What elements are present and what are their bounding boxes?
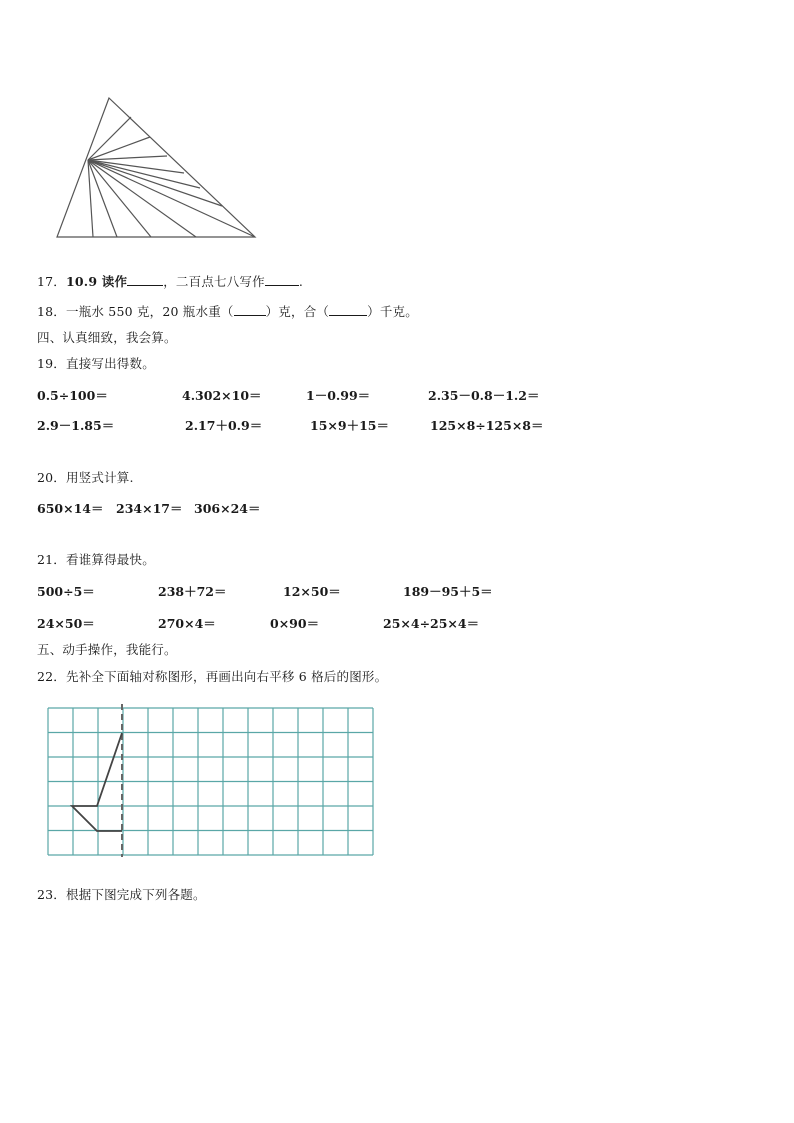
expression: 650×14＝ <box>37 501 104 516</box>
answer-blank[interactable] <box>234 303 266 316</box>
half-shape <box>72 733 122 831</box>
question-17: 17．10.9 读作 ，二百点七八写作 . <box>37 274 304 289</box>
expression: 15×9＋15＝ <box>310 418 389 433</box>
expression: 500÷5＝ <box>37 584 95 599</box>
expression: 234×17＝ <box>116 501 183 516</box>
question-18: 18．一瓶水 550 克，20 瓶水重（ ）克，合（ ）千克。 <box>37 304 418 319</box>
section-heading: 四、认真细致，我会算。 <box>37 330 177 345</box>
expression: 2.17＋0.9＝ <box>185 418 263 433</box>
answer-blank[interactable] <box>265 273 299 286</box>
expression: 2.35－0.8－1.2＝ <box>428 388 540 403</box>
expression: 189－95＋5＝ <box>403 584 493 599</box>
expression: 2.9－1.85＝ <box>37 418 115 433</box>
expression: 12×50＝ <box>283 584 341 599</box>
section-heading: 五、动手操作，我能行。 <box>37 642 177 657</box>
question-23-title: 23．根据下图完成下列各题。 <box>37 887 206 902</box>
expression: 0.5÷100＝ <box>37 388 108 403</box>
question-22-title: 22．先补全下面轴对称图形，再画出向右平移 6 格后的图形。 <box>37 669 388 684</box>
expression: 1－0.99＝ <box>306 388 371 403</box>
question-20-title: 20．用竖式计算. <box>37 470 134 485</box>
expression: 306×24＝ <box>194 501 261 516</box>
expression: 25×4÷25×4＝ <box>383 616 480 631</box>
expression: 238＋72＝ <box>158 584 227 599</box>
expression: 0×90＝ <box>270 616 320 631</box>
question-19-title: 19．直接写出得数。 <box>37 356 155 371</box>
expression: 125×8÷125×8＝ <box>430 418 544 433</box>
expression: 4.302×10＝ <box>182 388 262 403</box>
expression: 24×50＝ <box>37 616 95 631</box>
answer-blank[interactable] <box>329 303 367 316</box>
question-21-title: 21．看谁算得最快。 <box>37 552 155 567</box>
answer-blank[interactable] <box>127 273 163 286</box>
triangle-figure <box>0 0 794 260</box>
expression: 270×4＝ <box>158 616 216 631</box>
